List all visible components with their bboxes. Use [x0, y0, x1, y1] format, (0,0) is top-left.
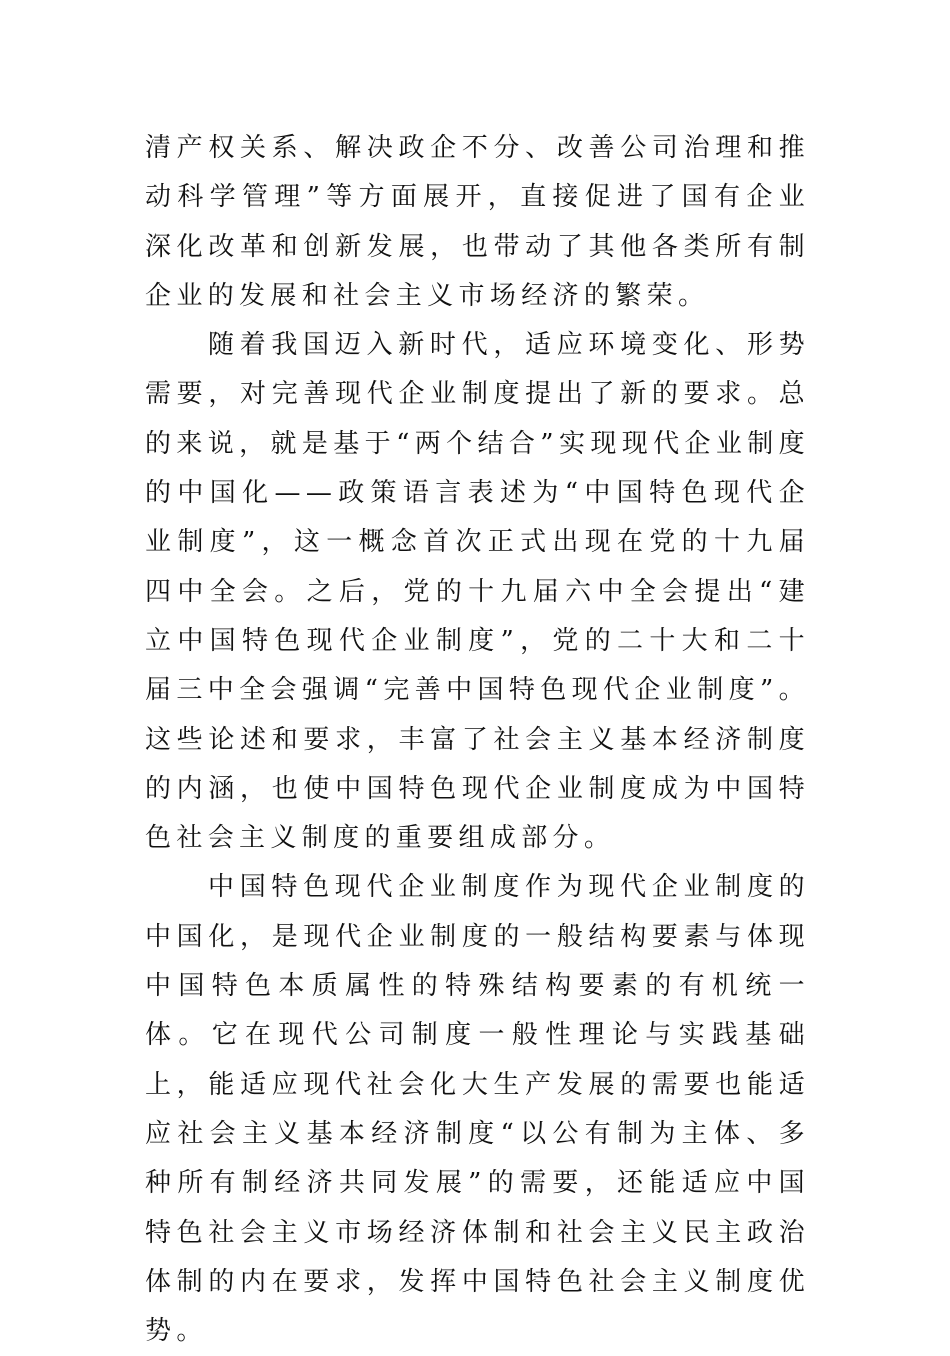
paragraph-new-era: 随着我国迈入新时代，适应环境变化、形势需要，对完善现代企业制度提出了新的要求。总的来说，就是基于“两个结合”实现现代企业制度的中国化——政策语言表述为“中国特色现代企业制度”，这一概念首次正式出现在党的十九届四中全会。之后，党的十九届六中全会提出“建立中国特色现代企业制度”，党的二十大和二十届三中全会强调“完善中国特色现代企业制度”。这些论述和要求，丰富了社会主义基本经济制度的内涵，也使中国特色现代企业制度成为中国特色社会主义制度的重要组成部分。 — [145, 330, 810, 854]
paragraph-chinese-characteristics: 中国特色现代企业制度作为现代企业制度的中国化，是现代企业制度的一般结构要素与体现中国特色本质属性的特殊结构要素的有机统一体。它在现代公司制度一般性理论与实践基础上，能适应现代社会化大生产发展的需要也能适应社会主义基本经济制度“以公有制为主体、多种所有制经济共同发展”的需要，还能适应中国特色社会主义市场经济体制和社会主义民主政治体制的内在要求，发挥中国特色社会主义制度优势。 — [145, 872, 810, 1347]
document-body — [145, 124, 810, 1356]
paragraph-continued: 清产权关系、解决政企不分、改善公司治理和推动科学管理”等方面展开，直接促进了国有企业深化改革和创新发展，也带动了其他各类所有制企业的发展和社会主义市场经济的繁荣。 — [145, 133, 810, 311]
